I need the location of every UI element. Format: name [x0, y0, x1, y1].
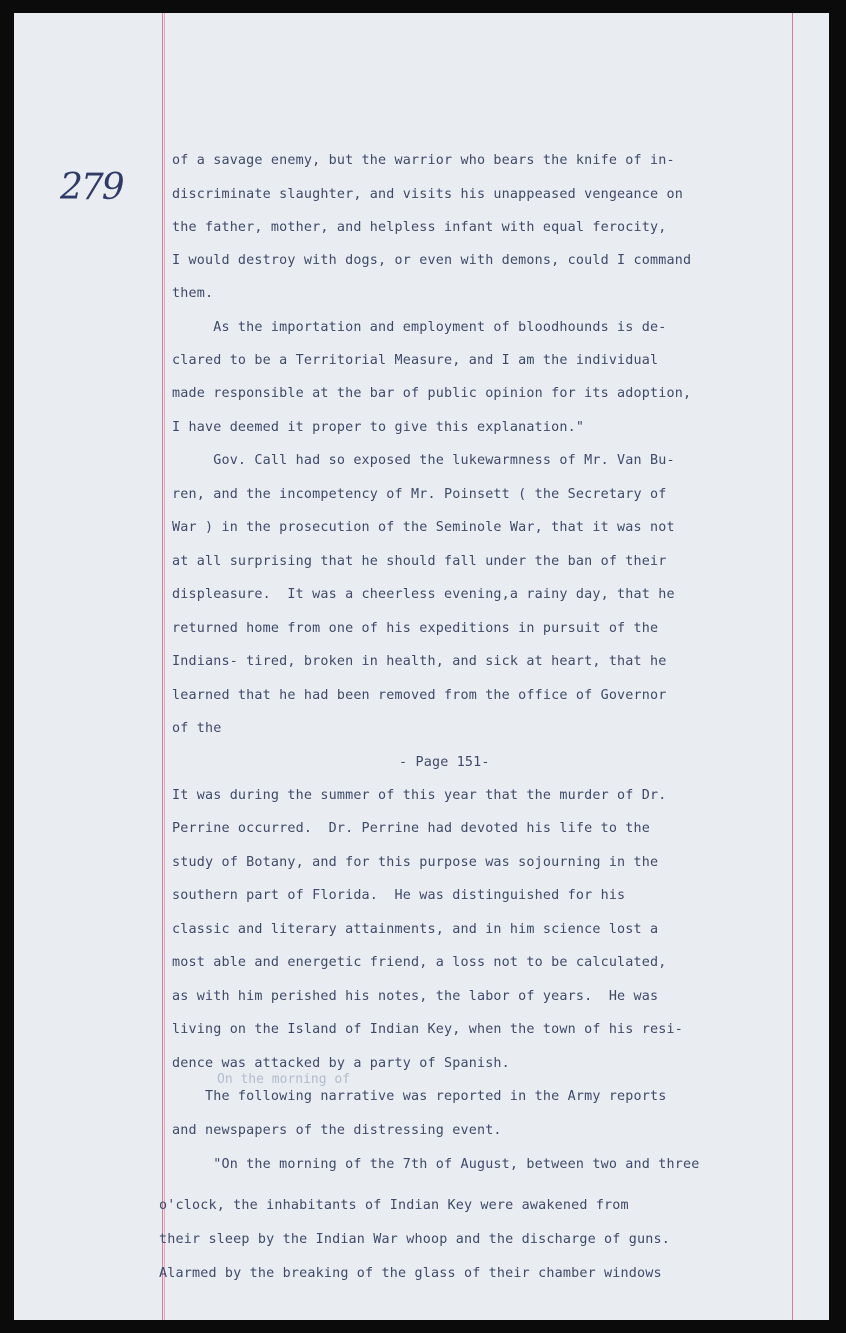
- text-line: Perrine occurred. Dr. Perrine had devoted his life to the: [172, 821, 651, 836]
- text-line: "On the morning of the 7th of August, between two and three: [172, 1157, 700, 1172]
- typed-page: [14, 13, 829, 1320]
- text-line: clared to be a Territorial Measure, and I am the individual: [172, 353, 659, 368]
- text-line: most able and energetic friend, a loss not to be calculated,: [172, 955, 667, 970]
- text-line: learned that he had been removed from the office of Governor: [172, 688, 667, 703]
- text-line: classic and literary attainments, and in him science lost a: [172, 922, 659, 937]
- text-line: ren, and the incompetency of Mr. Poinsett ( the Secretary of: [172, 487, 667, 502]
- text-line: their sleep by the Indian War whoop and the discharge of guns.: [159, 1232, 670, 1247]
- text-line: I would destroy with dogs, or even with demons, could I command: [172, 253, 692, 268]
- text-line: at all surprising that he should fall under the ban of their: [172, 554, 667, 569]
- page-heading: - Page 151-: [399, 755, 490, 770]
- text-line: Gov. Call had so exposed the lukewarmness of Mr. Van Bu-: [172, 453, 675, 468]
- right-margin-rule: [792, 13, 793, 1320]
- text-line: I have deemed it proper to give this explanation.": [172, 420, 585, 435]
- text-line: It was during the summer of this year that the murder of Dr.: [172, 788, 667, 803]
- text-line: displeasure. It was a cheerless evening,a rainy day, that he: [172, 587, 675, 602]
- text-line: Alarmed by the breaking of the glass of their chamber windows: [159, 1266, 662, 1281]
- text-line: of the: [172, 721, 222, 736]
- left-margin-rule: [162, 13, 163, 1320]
- text-line: o'clock, the inhabitants of Indian Key were awakened from: [159, 1198, 629, 1213]
- text-line: dence was attacked by a party of Spanish.: [172, 1056, 510, 1071]
- text-line: the father, mother, and helpless infant with equal ferocity,: [172, 220, 667, 235]
- text-line: Indians- tired, broken in health, and sick at heart, that he: [172, 654, 667, 669]
- text-line: discriminate slaughter, and visits his unappeased vengeance on: [172, 187, 683, 202]
- text-line: War ) in the prosecution of the Seminole War, that it was not: [172, 520, 675, 535]
- text-line: as with him perished his notes, the labor of years. He was: [172, 989, 659, 1004]
- text-line: and newspapers of the distressing event.: [172, 1123, 502, 1138]
- text-line: The following narrative was reported in the Army reports: [172, 1089, 667, 1104]
- text-line: them.: [172, 286, 214, 301]
- text-line: living on the Island of Indian Key, when the town of his resi-: [172, 1022, 683, 1037]
- text-line: made responsible at the bar of public opinion for its adoption,: [172, 386, 692, 401]
- faint-struck-text: On the morning of: [217, 1072, 351, 1087]
- text-line: returned home from one of his expeditions in pursuit of the: [172, 621, 659, 636]
- handwritten-folio-number: 279: [60, 167, 123, 208]
- text-line: of a savage enemy, but the warrior who bears the knife of in-: [172, 153, 675, 168]
- text-line: As the importation and employment of bloodhounds is de-: [172, 320, 667, 335]
- text-line: southern part of Florida. He was distinguished for his: [172, 888, 626, 903]
- text-line: study of Botany, and for this purpose was sojourning in the: [172, 855, 659, 870]
